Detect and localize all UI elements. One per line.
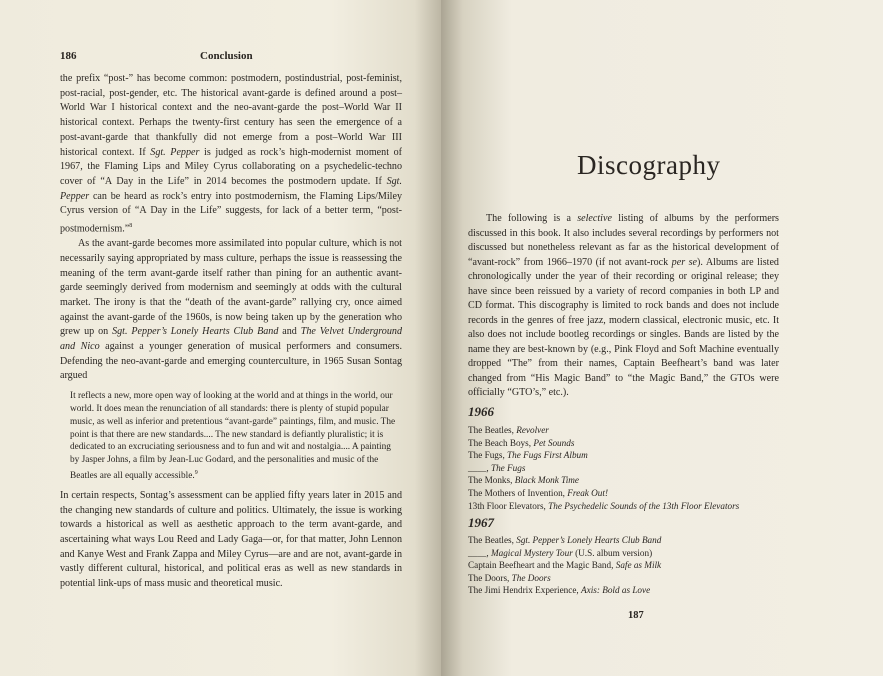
year-heading-1967: 1967 [468,515,494,530]
list-item: ____, The Fugs [468,462,526,473]
page-title: Discography [577,150,721,180]
paragraph-3: In certain respects, Sontag’s assessment can be applied fifty years later in 2015 and the changing new standards of culture and politics. Ultimately, the issue is working towards a historical as well as aesthetic approach to the term avant-garde, and ascertaining what ways Lou Reed and Lady Gaga—or, for that matter, John Lennon and Kanye West and Frank Zappa and Miley Cyrus—are and are not, avant-garde in vastly different cultural, historical, and political eras as well as new standards in potential link-ups of mass music and theoretical music. [60,489,402,590]
left-page [0,0,441,676]
list-item: The Beach Boys, Pet Sounds [468,437,575,448]
page-number-left: 186 [60,50,77,62]
paragraph-1: the prefix “post-” has become common: postmodern, postindustrial, post-feminist, post-racial, post-gender, etc. The historical avant-garde is defined around a post–World War I historical context and the neo-avant-garde the post–World War II historical context. Perhaps the twenty-first century has seen the emergence of a post-avant-garde that thankfully did not emerge from a post–World War III historical context. If Sgt. Pepper is judged as rock’s high-modernist moment of 1967, the Flaming Lips and Miley Cyrus collaborating on a psychedelic-techno cover of “A Day in the Life” in 2014 becomes the postmodern update. If Sgt. Pepper can be heard as rock’s entry into postmodernism, the Flaming Lips/Miley Cyrus version of “A Day in the Life” suggests, for lack of a better term, “post-postmodernism.”$^8$ [60,73,403,235]
paragraph-2: As the avant-garde becomes more assimilated into popular culture, which is not necessarily saying appropriated by mass culture, perhaps the issue is reassessing the meaning of the term avant-garde itself rather than pining for an authentic avant-garde seemingly derived from modernism and seemingly at odds with the cultural market. The irony is that the “death of the avant-garde” rallying cry, once aimed against the avant-garde of the 1960s, is now being taken up by the generation who grew up on Sgt. Pepper’s Lonely Hearts Club Band and The Velvet Underground and Nico against a younger generation of musical performers and consumers. Defending the neo-avant-garde and emerging counterculture, in 1965 Susan Sontag argued [60,238,402,382]
album-list-1966 [468,424,808,512]
left-body-text [60,72,402,592]
album-list-1967 [468,534,808,597]
list-item: The Beatles, Sgt. Pepper’s Lonely Hearts Club Band [468,535,662,545]
list-item: The Jimi Hendrix Experience, Axis: Bold as Love [468,585,651,596]
list-item: The Doors, The Doors [468,572,551,583]
running-head: Conclusion [200,50,253,62]
list-item: The Fugs, The Fugs First Album [468,450,588,461]
list-item: The Mothers of Invention, Freak Out! [468,487,608,498]
list-item: The Beatles, Revolver [468,425,549,435]
list-item: Captain Beefheart and the Magic Band, Safe as Milk [468,560,662,571]
block-quote: It reflects a new, more open way of looking at the world and at things in the world, our world. It does mean the renunciation of all standards: there is plenty of stupid popular music, as well as inferior and pretentious “avant-garde” paintings, film, and music. The point is that there are new standards.... The new standard is defiantly pluralistic; it is dedicated to an excruciating seriousness and to fun and wit and nostalgia.... A painting by Jasper Johns, a film by Jean-Luc Godard, and the personalities and music of the Beatles are all equally accessible.$^9$ [70,391,396,481]
list-item: The Monks, Black Monk Time [468,475,579,486]
page-number-right: 187 [628,610,644,621]
list-item: 13th Floor Elevators, The Psychedelic Sounds of the 13th Floor Elevators [468,500,740,511]
list-item: ____, Magical Mystery Tour (U.S. album version) [468,547,653,558]
year-heading-1966: 1966 [468,404,494,419]
discography-intro: The following is a selective listing of albums by the performers discussed in this book. It also includes several recordings by performers not discussed but nonetheless relevant as far as the historical development of “avant-rock” from 1966–1970 (if not avant-rock per se). Albums are listed chronologically under the year of their recording or original release; they have since been reissued by a variety of record companies in both LP and CD format. This discography is limited to rock bands and does not include records in the genres of free jazz, modern classical, electronic music, etc. It also does not include bootleg recordings or singles. Bands are listed by the name they are best-known by (e.g., Pink Floyd and Soft Machine eventually dropped “The” from their names, Captain Beefheart’s band was later changed from “His Magic Band” to “the Magic Band,” the GTOs were officially “GTO’s,” etc.). [468,213,779,398]
